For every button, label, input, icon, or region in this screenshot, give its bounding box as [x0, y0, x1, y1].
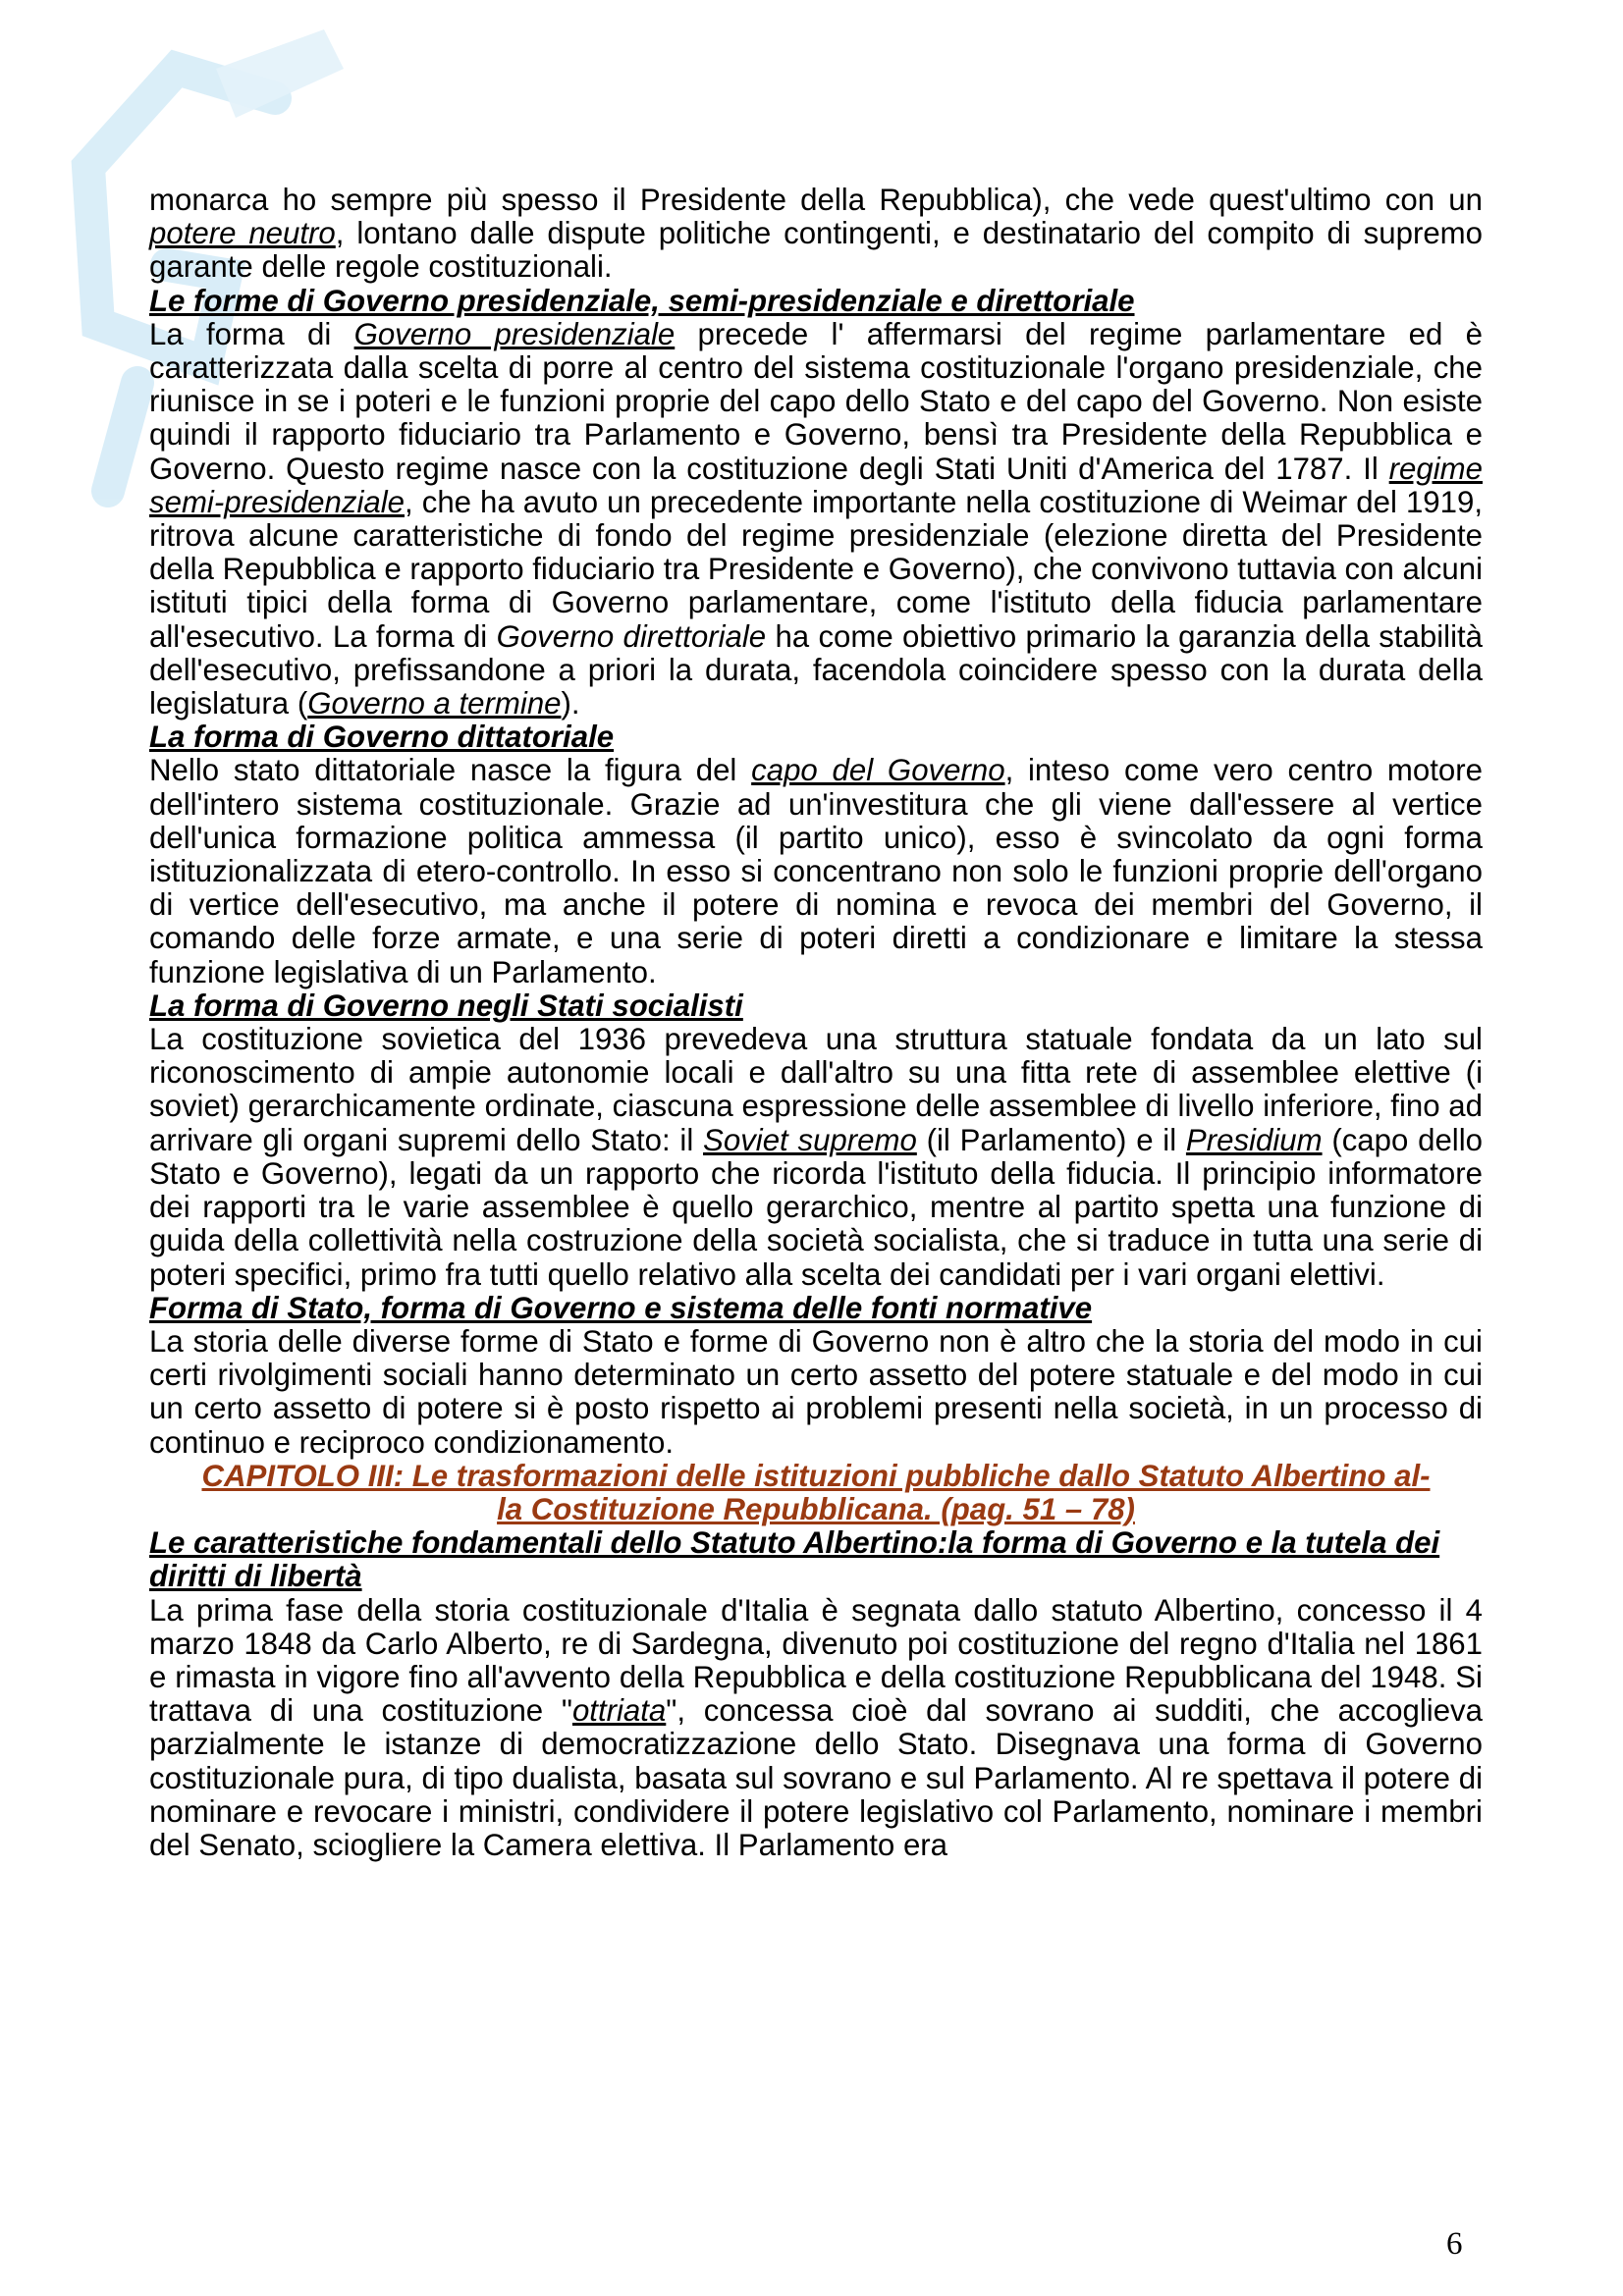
- term-soviet-supremo: Soviet supremo: [703, 1122, 917, 1157]
- page-number: 6: [1446, 2226, 1463, 2262]
- term-governo-a-termine: Governo a termine: [307, 686, 562, 721]
- paragraph-6: La prima fase della storia costituzionale d'Italia è segnata dallo statuto Albertino, concesso il 4 marzo 1848 da Carlo Alberto, re di Sardegna, divenuto poi costituzione del regno d'Italia nel 1861 e rimasta in vigore fino all'avvento della Repubblica e della costituzione Repubblicana del 1948. Si trattava di una costituzione "ottriata", concessa cioè dal sovrano ai sudditi, che accoglieva parzialmente le istanze di democratizzazione dello Stato. Disegnava una forma di Governo costituzionale pura, di tipo dualista, basata sul sovrano e sul Parlamento. Al re spettava il potere di nominare e revocare i ministri, condividere il potere legislativo col Parlamento, nominare i membri del Senato, sciogliere la Camera elettiva. Il Parlamento era: [149, 1592, 1483, 1862]
- term-governo-direttoriale: Governo direttoriale: [496, 618, 767, 654]
- document-body: [149, 184, 1483, 1862]
- section-heading: La forma di Governo negli Stati socialisti: [149, 988, 743, 1023]
- term-ottriata: ottriata: [571, 1693, 667, 1729]
- chapter-title: CAPITOLO III: Le trasformazioni delle istituzioni pubbliche dallo Statuto Albertino al- la Costituzione Repubblicana. (pag. 51 – 78): [201, 1458, 1431, 1526]
- term-regime-semi-presidenziale: regime semi-presidenziale: [149, 451, 1483, 519]
- term-potere-neutro: potere neutro: [149, 216, 336, 251]
- section-heading: Le caratteristiche fondamentali dello Statuto Albertino:la forma di Governo e la tutela dei diritti di libertà: [149, 1525, 1440, 1594]
- section-heading: Le forme di Governo presidenziale, semi-presidenziale e direttoriale: [149, 283, 1135, 318]
- paragraph-4: La costituzione sovietica del 1936 prevedeva una struttura statuale fondata da un lato sul riconoscimento di ampie autonomie locali e dall'altro su una fitta rete di assemblee elettive (i soviet) gerarchicamente ordinate, ciascuna espressione delle assemblee di livello inferiore, fino ad arrivare gli organi supremi dello Stato: il Soviet supremo (il Parlamento) e il Presidium (capo dello Stato e Governo), legati da un rapporto che ricorda l'istituto della fiducia. Il principio informatore dei rapporti tra le varie assemblee è quello gerarchico, mentre al partito spetta una funzione di guida della collettività nella costruzione della società socialista, che si traduce in tutta una serie di poteri specifici, primo fra tutti quello relativo alla scelta dei candidati per i vari organi elettivi.: [149, 1022, 1483, 1292]
- paragraph-1: monarca ho sempre più spesso il Presidente della Repubblica), che vede quest'ultimo con un potere neutro, lontano dalle dispute politiche contingenti, e destinatario del compito di supremo garante delle regole costituzionali.: [149, 183, 1484, 285]
- term-capo-del-governo: capo del Governo: [751, 753, 1005, 788]
- section-heading: La forma di Governo dittatoriale: [149, 720, 615, 755]
- paragraph-5: La storia delle diverse forme di Stato e forme di Governo non è altro che la storia del modo in cui certi rivolgimenti sociali hanno determinato un certo assetto del potere statuale e del modo in cui un certo assetto di potere si è posto rispetto ai problemi presenti nella società, in un processo di continuo e reciproco condizionamento.: [149, 1323, 1483, 1460]
- section-heading: Forma di Stato, forma di Governo e sistema delle fonti normative: [149, 1290, 1093, 1325]
- term-presidium: Presidium: [1185, 1122, 1323, 1157]
- paragraph-2: La forma di Governo presidenziale precede l' affermarsi del regime parlamentare ed è caratterizzata dalla scelta di porre al centro del sistema costituzionale l'organo presidenziale, che riunisce in se i poteri e le funzioni proprie del capo dello Stato e del capo del Governo. Non esiste quindi il rapporto fiduciario tra Parlamento e Governo, bensì tra Presidente della Repubblica e Governo. Questo regime nasce con la costituzione degli Stati Uniti d'America del 1787. Il regime semi-presidenziale, che ha avuto un precedente importante nella costituzione di Weimar del 1919, ritrova alcune caratteristiche di fondo del regime presidenziale (elezione diretta del Presidente della Repubblica e rapporto fiduciario tra Presidente e Governo), che convivono tuttavia con alcuni istituti tipici della forma di Governo parlamentare, come l'istituto della fiducia parlamentare all'esecutivo. La forma di Governo direttoriale ha come obiettivo primario la garanzia della stabilità dell'esecutivo, prefissandone a priori la durata, facendola coincidere spesso con la durata della legislatura (Governo a termine).: [149, 316, 1484, 721]
- paragraph-3: Nello stato dittatoriale nasce la figura del capo del Governo, inteso come vero centro motore dell'intero sistema costituzionale. Grazie ad un'investitura che gli viene dall'essere al vertice dell'unica formazione politica ammessa (il partito unico), esso è svincolato da ogni forma istituzionalizzata di etero-controllo. In esso si concentrano non solo le funzioni proprie dell'organo di vertice dell'esecutivo, ma anche il potere di nomina e revoca dei membri del Governo, il comando delle forze armate, e una serie di poteri diretti a condizionare e limitare la stessa funzione legislativa di un Parlamento.: [149, 753, 1483, 989]
- term-governo-presidenziale: Governo presidenziale: [353, 316, 676, 351]
